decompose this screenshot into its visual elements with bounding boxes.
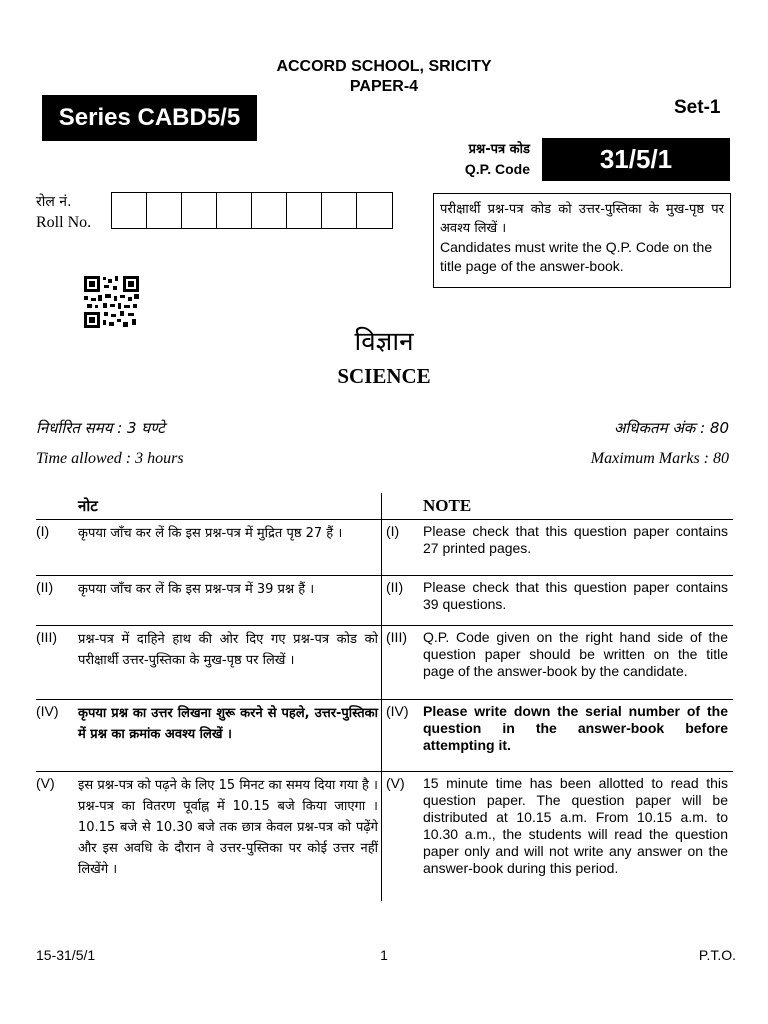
roll-digit-box[interactable] [112, 193, 147, 228]
max-marks-hindi: अधिकतम अंक : 80 [613, 419, 729, 437]
note-row [36, 576, 733, 626]
qp-code-badge [542, 138, 730, 181]
note-number: (II) [36, 579, 54, 595]
note-number: (IV) [386, 703, 409, 719]
roll-digit-box[interactable] [357, 193, 392, 228]
qr-code-icon [84, 276, 139, 328]
note-number: (I) [36, 523, 50, 539]
note-heading: NOTE [423, 496, 472, 515]
note-text-hindi: कृपया जाँच कर लें कि इस प्रश्न-पत्र में मुद्रित पृष्ठ 27 हैं । [78, 526, 343, 541]
note-number: (V) [36, 775, 55, 791]
note-text: 15 minute time has been allotted to read this question paper. The question paper will be distributed at 10.15 a.m. From 10.15 a.m. to 10.30 a.m., the students will read the question paper only and will not write any answer on the answer-book during this period. [423, 775, 728, 876]
instruction-hindi: परीक्षार्थी प्रश्न-पत्र कोड को उत्तर-पुस्तिका के मुख-पृष्ठ पर अवश्य लिखें । [440, 202, 724, 236]
roll-label: Roll No. [36, 214, 92, 231]
qp-code-value: 31/5/1 [599, 144, 673, 174]
note-row [36, 520, 733, 576]
notes-header [36, 493, 733, 520]
subject-title-hindi: विज्ञान [354, 327, 414, 357]
page-number: 1 [380, 947, 388, 963]
note-text-hindi: कृपया प्रश्न का उत्तर लिखना शुरू करने से पहले, उत्तर-पुस्तिका में प्रश्न का क्रमांक अवश्य लिखें । [78, 706, 378, 742]
instruction-english: Candidates must write the Q.P. Code on the title page of the answer-book. [440, 239, 713, 274]
note-text: Please check that this question paper contains 27 printed pages. [423, 523, 728, 556]
school-name: ACCORD SCHOOL, SRICITY [276, 58, 492, 75]
note-number: (V) [386, 775, 405, 791]
note-text: Q.P. Code given on the right hand side of the question paper should be written on the title page of the answer-book by the candidate. [423, 629, 728, 679]
notes-table [36, 493, 733, 905]
footer-code: 15-31/5/1 [36, 947, 96, 963]
note-row [36, 700, 733, 772]
qp-code-label-hindi: प्रश्न-पत्र कोड [468, 142, 530, 157]
time-allowed-hindi: निर्धारित समय : 3 घण्टे [36, 419, 165, 437]
roll-digit-box[interactable] [147, 193, 182, 228]
note-row [36, 626, 733, 700]
series-text: Series CABD5/5 [58, 104, 241, 131]
roll-digit-box[interactable] [182, 193, 217, 228]
roll-number-boxes[interactable] [111, 192, 393, 229]
note-row [36, 772, 733, 905]
roll-digit-box[interactable] [252, 193, 287, 228]
roll-digit-box[interactable] [322, 193, 357, 228]
note-text-hindi: कृपया जाँच कर लें कि इस प्रश्न-पत्र में 39 प्रश्न हैं । [78, 582, 315, 597]
note-text-hindi: प्रश्न-पत्र में दाहिने हाथ की ओर दिए गए प्रश्न-पत्र कोड को परीक्षार्थी उत्तर-पुस्तिका के मुख-पृष्ठ पर लिखें । [78, 632, 378, 668]
note-text-hindi: इस प्रश्न-पत्र को पढ़ने के लिए 15 मिनट का समय दिया गया है । प्रश्न-पत्र का वितरण पूर्वाह्न में 10.15 बजे किया जाएगा । 10.15 बजे से 10.30 बजे तक छात्र केवल प्रश्न-पत्र को पढ़ेंगे और इस अवधि के दौरान वे उत्तर-पुस्तिका पर कोई उत्तर नहीं लिखेंगे । [78, 778, 378, 877]
note-number: (IV) [36, 703, 59, 719]
qp-code-label: Q.P. Code [464, 161, 530, 177]
subject-title: SCIENCE [337, 364, 431, 388]
paper-label: PAPER-4 [349, 78, 419, 95]
note-text: Please write down the serial number of the question in the answer-book before attempting it. [423, 703, 728, 753]
max-marks: Maximum Marks : 80 [590, 450, 729, 467]
time-allowed: Time allowed : 3 hours [36, 450, 184, 467]
note-number: (III) [386, 629, 407, 645]
note-number: (III) [36, 629, 57, 645]
set-label: Set-1 [674, 97, 721, 118]
note-number: (I) [386, 523, 400, 539]
note-text: Please check that this question paper contains 39 questions. [423, 579, 728, 612]
note-heading-hindi: नोट [78, 497, 98, 515]
instruction-box [433, 193, 731, 288]
note-number: (II) [386, 579, 404, 595]
roll-label-hindi: रोल नं. [36, 194, 72, 210]
pto-label: P.T.O. [698, 947, 736, 963]
roll-digit-box[interactable] [217, 193, 252, 228]
roll-digit-box[interactable] [287, 193, 322, 228]
series-badge [42, 95, 257, 141]
